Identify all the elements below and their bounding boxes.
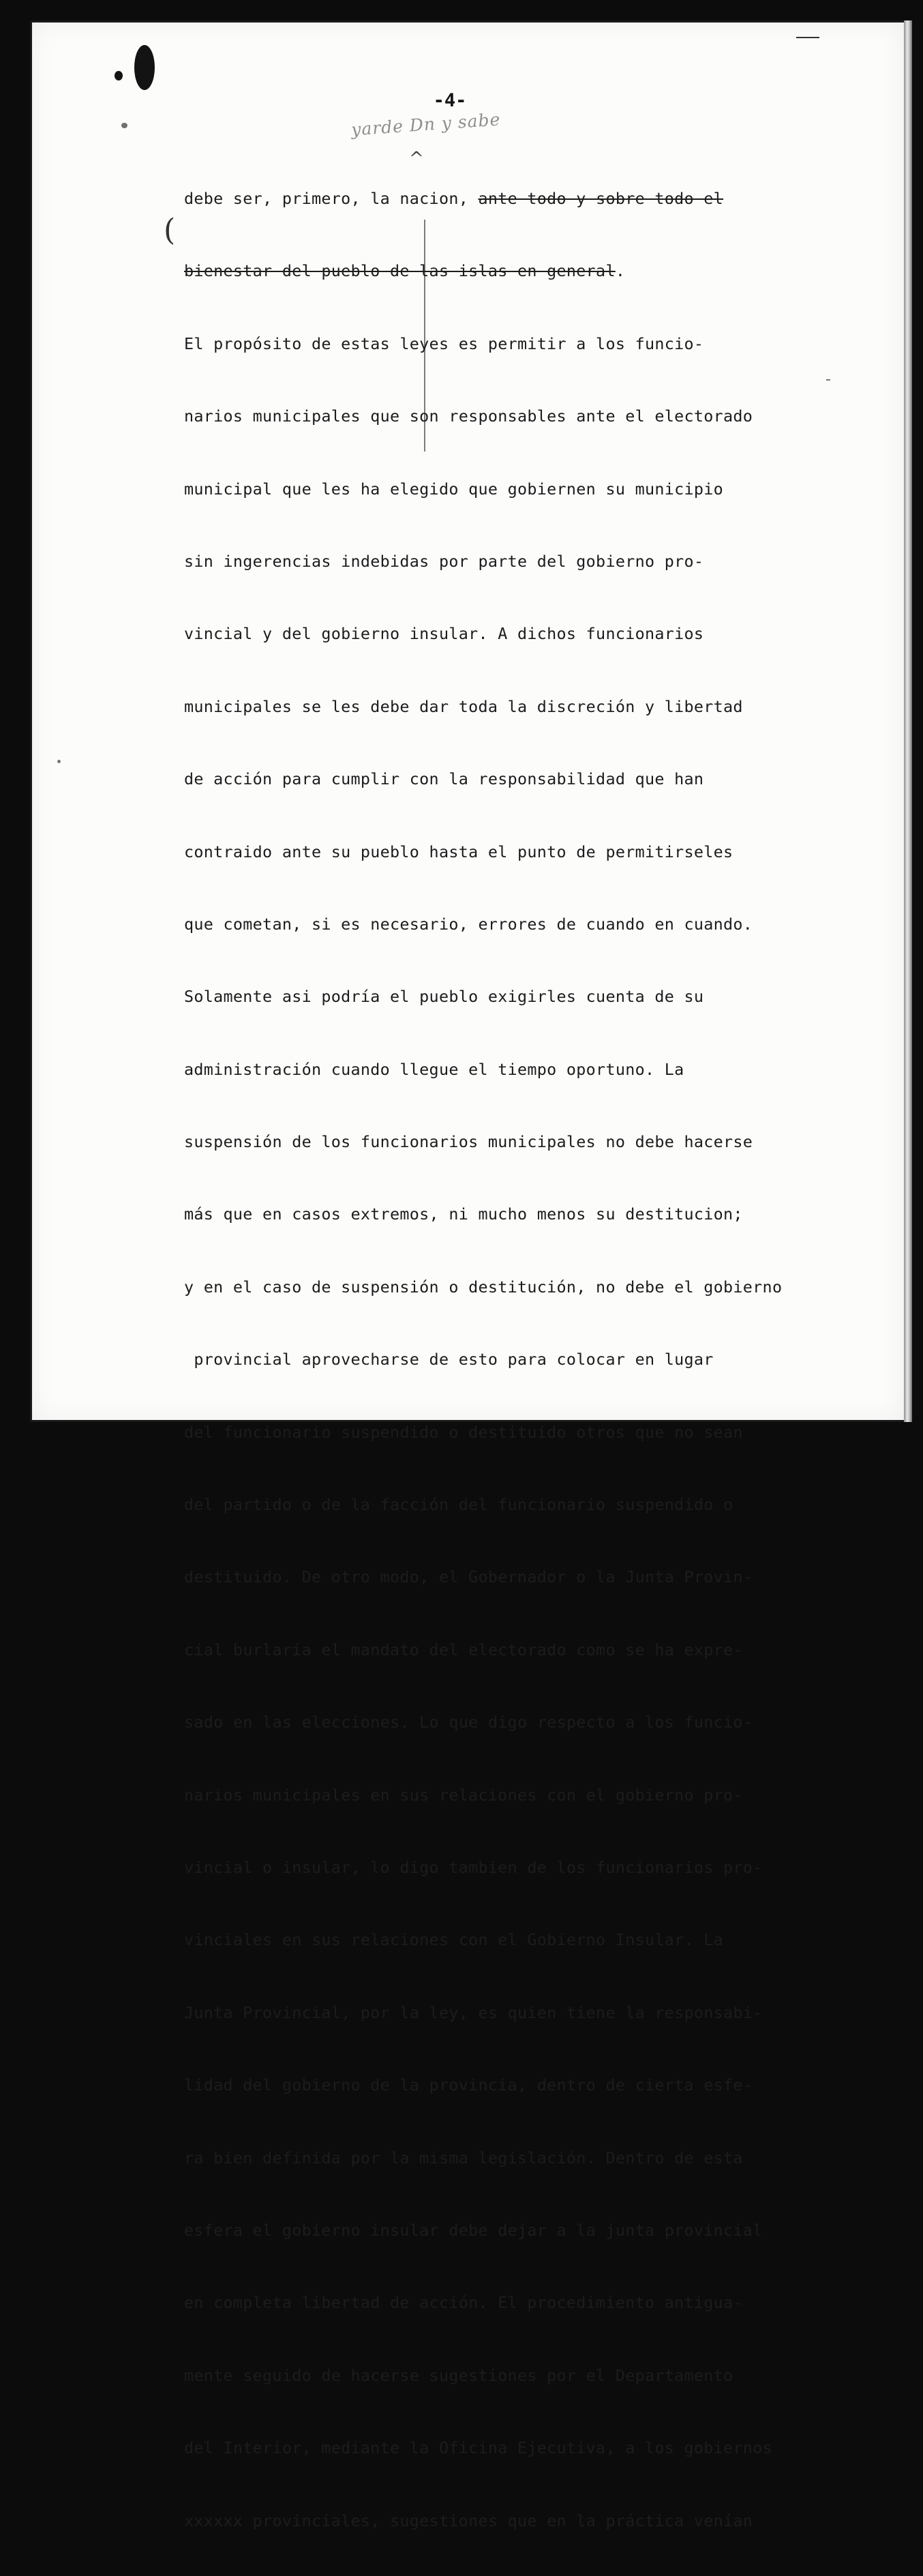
text-line-27: lidad del gobierno de la provincia, dentro de cierta esfe-	[184, 2075, 753, 2095]
ink-blot-small	[115, 71, 123, 80]
text-line-6: sin ingerencias indebidas por parte del gobierno pro-	[184, 551, 704, 571]
text-line-32: del Interior, mediante la Oficina Ejecutiva, a los gobiernos	[184, 2438, 772, 2458]
text-line-12: Solamente asi podría el pueblo exigirles cuenta de su	[184, 987, 704, 1007]
kept-text: .	[615, 261, 626, 281]
kept-text: debe ser, primero, la nacion,	[184, 189, 479, 208]
handwritten-note: yarde Dn y sabe	[350, 109, 502, 140]
text-line-17: provincial aprovecharse de esto para colocar en lugar	[184, 1350, 714, 1370]
margin-tick	[826, 379, 830, 381]
text-line-2	[184, 254, 811, 288]
text-line-28: ra bien definida por la misma legislación. Dentro de esta	[184, 2148, 743, 2167]
text-line-8: municipales se les debe dar toda la discreción y libertad	[184, 696, 743, 716]
paragraph-mark: (	[164, 213, 176, 248]
text-line-23: narios municipales en sus relaciones con el gobierno pro-	[184, 1785, 743, 1805]
text-line-14: suspensión de los funcionarios municipales no debe hacerse	[184, 1132, 753, 1152]
text-line-29: esfera el gobierno insular debe dejar a la junta provincial	[184, 2220, 763, 2240]
frame-top-line	[30, 20, 904, 23]
text-line-26: Junta Provincial, por la ley, es quien tiene la responsabi-	[184, 2002, 763, 2022]
text-line-9: de acción para cumplir con la responsabilidad que han	[184, 769, 704, 789]
text-line-24: vincial o insular, lo digo tambien de los funcionarios pro-	[184, 1857, 763, 1877]
text-line-11: que cometan, si es necesario, errores de cuando en cuando.	[184, 914, 753, 934]
frame-left-line	[30, 20, 32, 1422]
page-stack-edge	[904, 20, 912, 1422]
text-line-16: y en el caso de suspensión o destitución, no debe el gobierno	[184, 1277, 783, 1297]
ink-dot	[121, 123, 127, 128]
insertion-caret: ^	[409, 149, 424, 169]
text-line-3: El propósito de estas leyes es permitir a los funcio-	[184, 334, 704, 353]
text-line-4: narios municipales que son responsables ante el electorado	[184, 406, 753, 426]
text-line-7: vincial y del gobierno insular. A dichos funcionarios	[184, 624, 704, 644]
struck-text: bienestar del pueblo de las islas en general	[184, 261, 616, 281]
ink-blot	[134, 45, 155, 90]
text-line-15: más que en casos extremos, ni mucho menos su destitucion;	[184, 1204, 743, 1224]
typed-body-text	[184, 143, 811, 2576]
top-edge-mark	[796, 37, 819, 38]
text-line-30: en completa libertad de acción. El procedimiento antigua-	[184, 2293, 743, 2313]
text-line-13: administración cuando llegue el tiempo oportuno. La	[184, 1059, 684, 1079]
text-line-10: contraido ante su pueblo hasta el punto de permitirseles	[184, 842, 733, 861]
text-line-20: destituido. De otro modo, el Gobernador o la Junta Provin-	[184, 1567, 753, 1587]
text-line-31: mente seguido de hacerse sugestiones por el Departamento	[184, 2365, 733, 2385]
text-line-25: vinciales en sus relaciones con el Gobierno Insular. La	[184, 1930, 724, 1950]
struck-text: ante todo y sobre todo el	[478, 189, 724, 208]
text-line-1	[184, 181, 811, 216]
margin-dot	[57, 760, 61, 763]
page-number: -4-	[433, 90, 467, 111]
text-line-18: del funcionario suspendido o destituido otros que no sean	[184, 1422, 743, 1442]
text-line-21: cial burlaría el mandato del electorado como se ha expre-	[184, 1640, 743, 1659]
text-line-5: municipal que les ha elegido que gobiernen su municipio	[184, 479, 724, 499]
text-line-22: sado en las elecciones. Lo que digo respecto a los funcio-	[184, 1713, 753, 1732]
text-line-33: xxxxxx provinciales, sugestiones que en la práctica venían	[184, 2511, 753, 2530]
text-line-19: del partido o de la facción del funcionario suspendido o	[184, 1495, 733, 1515]
